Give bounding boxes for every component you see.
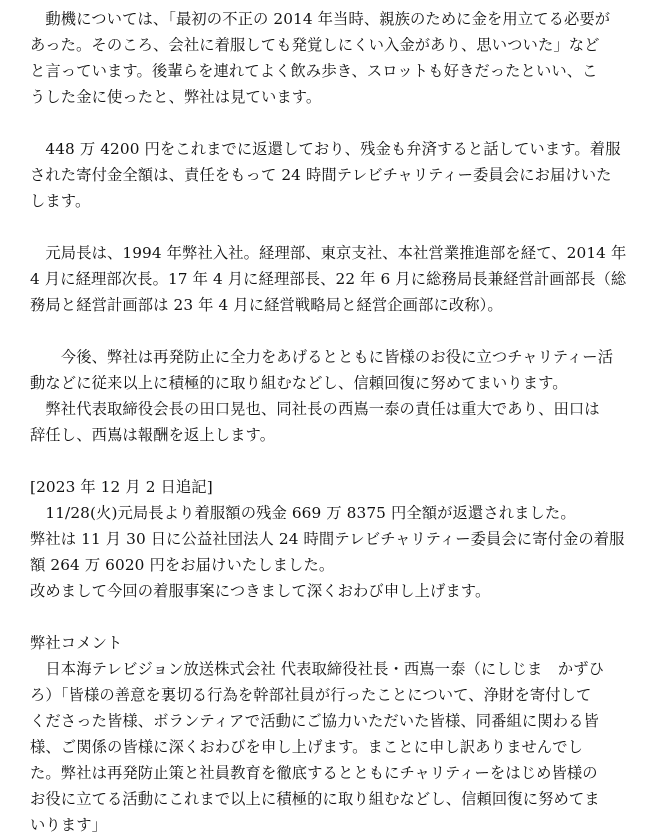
text-line: 448 万 4200 円をこれまでに返還しており、残金も弁済すると話しています。着服 [30,140,621,158]
text-line: 元局長は、1994 年弊社入社。経理部、東京支社、本社営業推進部を経て、2014 年 [30,244,627,262]
text-line: します。 [30,192,91,210]
paragraph-motive [30,6,630,110]
paragraph-company-comment [30,630,630,838]
text-line: 動などに従来以上に積極的に取り組むなどし、信頼回復に努めてまいります。 [30,374,568,392]
text-line: 4 月に経理部次長。17 年 4 月に経理部長、22 年 6 月に総務局長兼経営計画部長（総 [30,270,627,288]
text-line: 11/28(火)元局長より着服額の残金 669 万 8375 円全額が返還されました。 [30,504,576,522]
paragraph-gap [30,604,630,630]
paragraph-gap [30,214,630,240]
paragraph-prevention [30,344,630,448]
text-line: お役に立てる活動にこれまで以上に積極的に取り組むなどし、信頼回復に努めてま [30,790,600,808]
article-body [30,6,630,838]
text-line: 改めまして今回の着服事案につきまして深くおわび申し上げます。 [30,582,491,600]
text-line: 動機については、「最初の不正の 2014 年当時、親族のために金を用立てる必要が [30,10,611,28]
text-line: うした金に使ったと、弊社は見ています。 [30,88,322,106]
text-line: ろ）「皆様の善意を裏切る行為を幹部社員が行ったことについて、浄財を寄付して [30,686,592,704]
text-line: 日本海テレビジョン放送株式会社 代表取締役社長・西嶌一泰（にしじま かずひ [30,660,605,678]
paragraph-career [30,240,630,318]
text-line: と言っています。後輩らを連れてよく飲み歩き、スロットも好きだったといい、こ [30,62,598,80]
comment-heading: 弊社コメント [30,634,123,652]
text-line: 様、ご関係の皆様に深くおわびを申し上げます。まことに申し訳ありませんでし [30,738,584,756]
paragraph-gap [30,318,630,344]
text-line: 額 264 万 6020 円をお届けいたしました。 [30,556,335,574]
text-line: 辞任し、西嶌は報酬を返上します。 [30,426,276,444]
addendum-heading: [2023 年 12 月 2 日追記] [30,478,213,496]
paragraph-repayment [30,136,630,214]
text-line: 弊社は 11 月 30 日に公益社団法人 24 時間テレビチャリティー委員会に寄付金の着服 [30,530,625,548]
paragraph-addendum [30,474,630,604]
text-line: 務局と経営計画部は 23 年 4 月に経営戦略局と経営企画部に改称）。 [30,296,503,314]
paragraph-gap [30,448,630,474]
text-line: あった。そのころ、会社に着服しても発覚しにくい入金があり、思いついた」など [30,36,600,54]
paragraph-gap [30,110,630,136]
text-line: いります」 [30,816,107,834]
text-line: された寄付金全額は、責任をもって 24 時間テレビチャリティー委員会にお届けいた [30,166,612,184]
text-line: くださった皆様、ボランティアで活動にご協力いただいた皆様、同番組に関わる皆 [30,712,599,730]
text-line: 今後、弊社は再発防止に全力をあげるとともに皆様のお役に立つチャリティー活 [30,348,614,366]
text-line: た。弊社は再発防止策と社員教育を徹底するとともにチャリティーをはじめ皆様の [30,764,598,782]
text-line: 弊社代表取締役会長の田口晃也、同社長の西嶌一泰の責任は重大であり、田口は [30,400,600,418]
